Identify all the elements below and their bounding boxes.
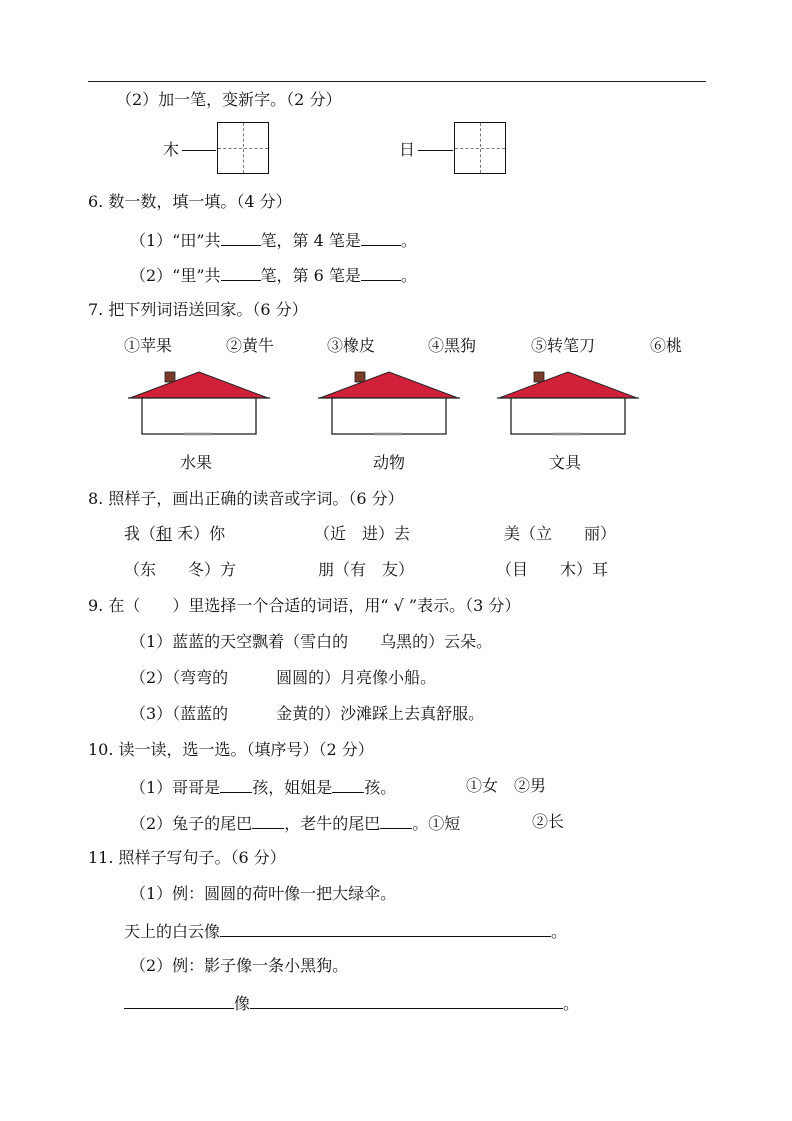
q6-blank-3[interactable] (221, 264, 261, 281)
q10-l2-a: （2）兔子的尾巴 (130, 814, 253, 833)
q8-r2-c3[interactable]: （目 木）耳 (496, 560, 609, 579)
q8-title: 8. 照样子，画出正确的读音或字词。（6 分） (88, 489, 404, 508)
q7-word-2: ②黄牛 (226, 336, 275, 355)
top-rule (88, 81, 706, 82)
q11-example-2: （2）例：影子像一条小黑狗。 (130, 956, 349, 975)
house-label-fruit: 水果 (180, 453, 213, 472)
q10-l1-b: 孩，姐姐是 (252, 778, 333, 797)
q11-sentence-1 (124, 920, 567, 942)
q11-s1-end: 。 (551, 922, 568, 941)
q7-word-1: ①苹果 (124, 336, 173, 355)
q8-r1-c1-b: 禾）你 (172, 524, 226, 543)
q6-blank-2[interactable] (361, 229, 401, 246)
q9-line-2[interactable]: （2）（弯弯的 圆圆的）月亮像小船。 (130, 668, 437, 687)
q8-r2-c2[interactable]: 朋（有 友） (318, 560, 415, 579)
q8-r1-c1-a: 我（ (124, 524, 157, 543)
q11-sentence-2 (124, 992, 579, 1014)
q8-r1-c2[interactable]: （近 进）去 (314, 524, 411, 543)
house-label-stationery: 文具 (549, 453, 582, 472)
q6-line-2 (130, 264, 417, 286)
q7-word-4: ④黑狗 (428, 336, 477, 355)
q10-l2-options: ②长 (532, 812, 565, 831)
q10-blank-3[interactable] (252, 812, 284, 829)
q5-part2-instruction: （2）加一笔，变新字。（2 分） (116, 90, 342, 109)
q11-title: 11. 照样子写句子。（6 分） (88, 848, 286, 867)
house-stationery (497, 370, 639, 438)
q10-l2-c: 。①短 (412, 814, 461, 833)
q10-blank-1[interactable] (220, 776, 252, 793)
q10-line-2 (130, 812, 460, 834)
q6-l1-text-b: 笔，第 4 笔是 (260, 231, 361, 250)
q10-l1-a: （1）哥哥是 (130, 778, 221, 797)
q5-char-mu: 木 (163, 140, 180, 159)
q8-r1-c3[interactable]: 美（立 丽） (504, 524, 617, 543)
house-label-animal: 动物 (373, 453, 406, 472)
q11-s2-mid: 像 (234, 994, 251, 1013)
q5-answer-grid-1[interactable] (217, 122, 269, 174)
q6-l1-text-a: （1）“田”共 (130, 231, 221, 250)
q9-line-1[interactable]: （1）蓝蓝的天空飘着（雪白的 乌黑的）云朵。 (130, 632, 493, 651)
q7-title: 7. 把下列词语送回家。（6 分） (88, 300, 308, 319)
q8-example-underlined: 和 (156, 524, 173, 543)
q6-blank-4[interactable] (361, 264, 401, 281)
q7-word-3: ③橡皮 (327, 336, 376, 355)
q6-l1-end: 。 (400, 231, 417, 250)
q10-blank-4[interactable] (380, 812, 412, 829)
q6-line-1 (130, 229, 417, 251)
q5-dash-2 (418, 150, 453, 151)
q11-answer-line-2a[interactable] (124, 992, 234, 1009)
q11-s2-end: 。 (563, 994, 580, 1013)
q10-l2-b: ，老牛的尾巴 (284, 814, 381, 833)
q11-answer-line-2b[interactable] (250, 992, 563, 1009)
q8-r1-c1[interactable] (124, 524, 225, 544)
q11-s1-prefix: 天上的白云像 (124, 922, 221, 941)
q10-title: 10. 读一读，选一选。（填序号）（2 分） (88, 740, 374, 759)
q6-blank-1[interactable] (221, 229, 261, 246)
house-fruit (128, 370, 270, 438)
q10-line-1 (130, 776, 396, 798)
q6-l2-text-a: （2）“里”共 (130, 266, 221, 285)
q5-answer-grid-2[interactable] (454, 122, 506, 174)
q5-char-ri: 日 (399, 140, 416, 159)
q5-dash-1 (182, 150, 216, 151)
q6-l2-text-b: 笔，第 6 笔是 (260, 266, 361, 285)
q6-l2-end: 。 (400, 266, 417, 285)
q10-blank-2[interactable] (332, 776, 364, 793)
q11-example-1: （1）例：圆圆的荷叶像一把大绿伞。 (130, 884, 397, 903)
q7-word-6: ⑥桃 (650, 336, 683, 355)
q11-answer-line-1[interactable] (220, 920, 551, 937)
q6-title: 6. 数一数，填一填。（4 分） (88, 192, 292, 211)
q7-word-5: ⑤转笔刀 (531, 336, 596, 355)
q9-title: 9. 在（ ）里选择一个合适的词语，用“ √ ”表示。（3 分） (88, 596, 521, 615)
q10-l1-options: ①女 ②男 (466, 776, 547, 795)
q10-l1-c: 孩。 (364, 778, 397, 797)
q8-r2-c1[interactable]: （东 冬）方 (124, 560, 237, 579)
house-animal (318, 370, 460, 438)
q9-line-3[interactable]: （3）（蓝蓝的 金黄的）沙滩踩上去真舒服。 (130, 704, 485, 723)
